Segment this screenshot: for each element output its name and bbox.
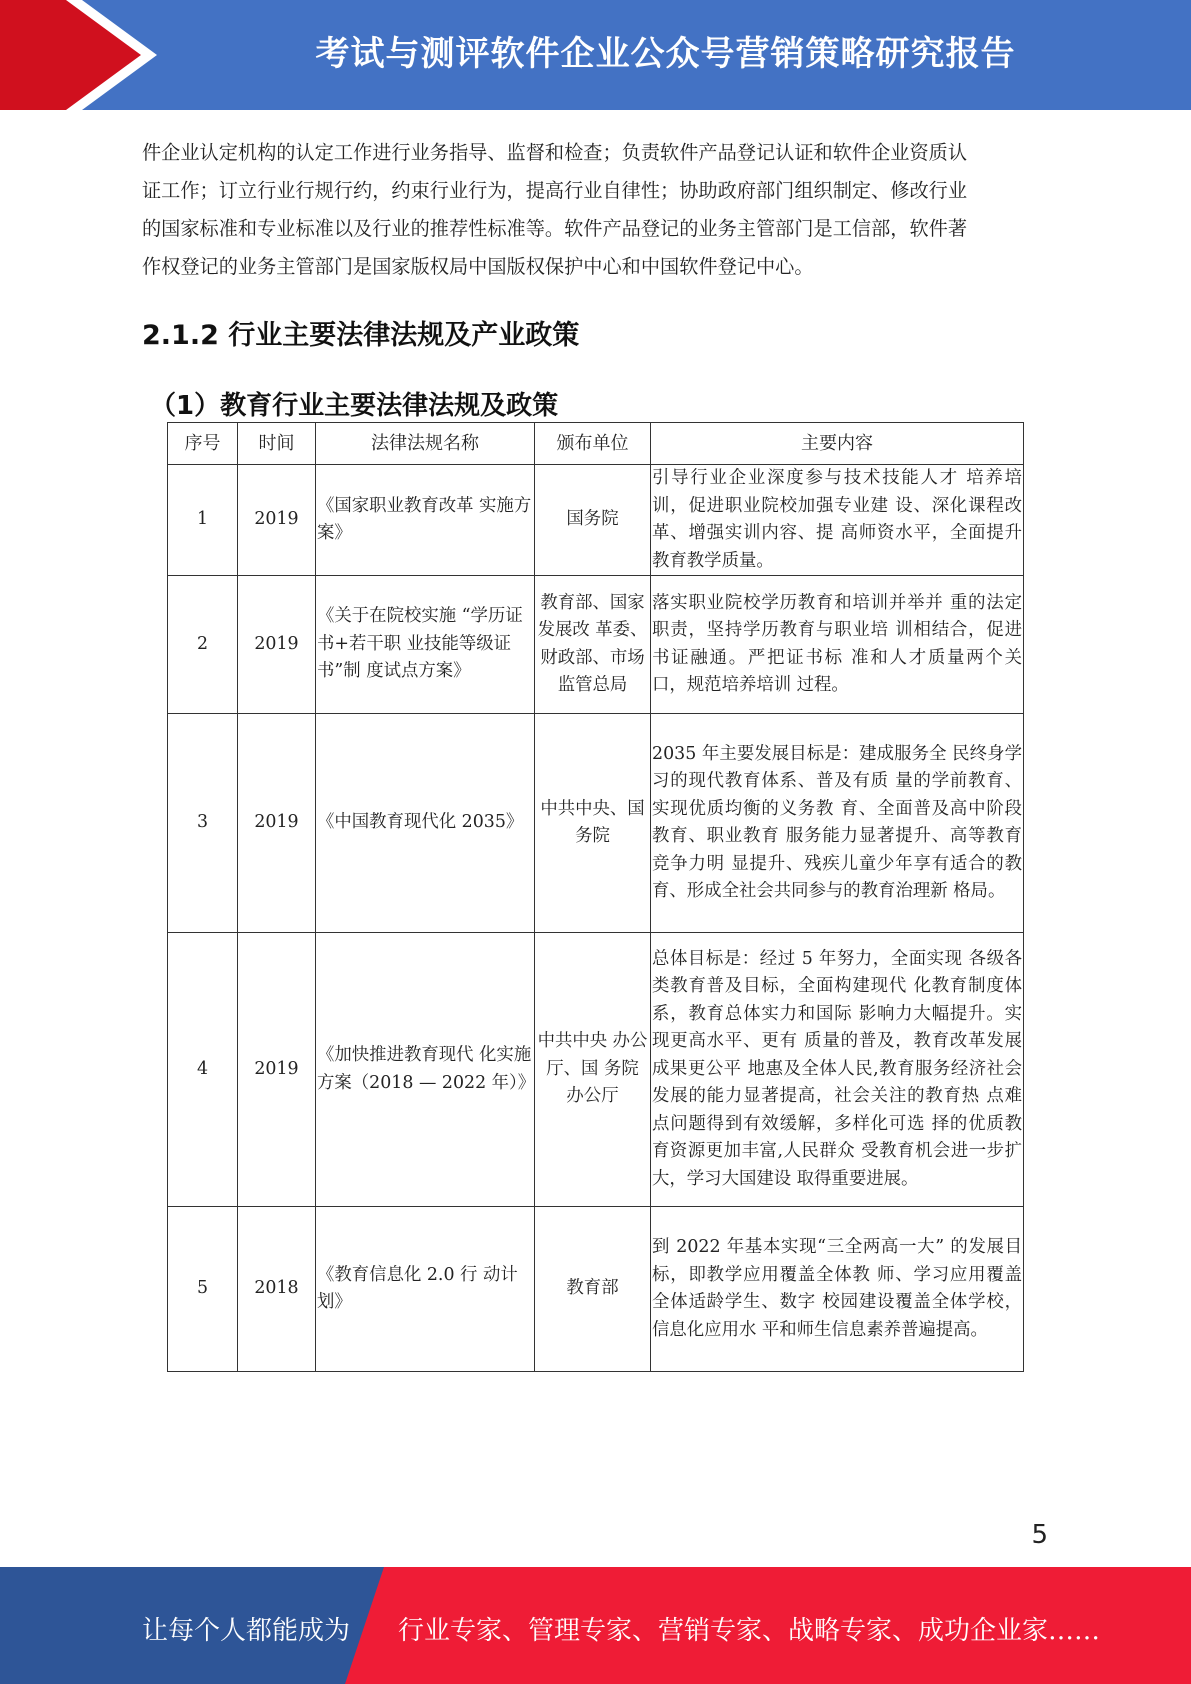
cell-content: 总体目标是：经过 5 年努力，全面实现 各级各类教育普及目标，全面构建现代 化教育制度体系，教育总体实力和国际 影响力大幅提升。实现更高水平、更有 质量的普及，教育改革发展成果更公平 地惠及全体人民,教育服务经济社会发展的能力显著提高，社会关注的教育热 点难点问题得到有效缓解，多样化可选 择的优质教育资源更加丰富,人民群众 受教育机会进一步扩大，学习大国建设 取得重要进展。 bbox=[651, 933, 1024, 1207]
cell-issuer: 国务院 bbox=[535, 465, 651, 576]
intro-line: 证工作；订立行业行规行约，约束行业行为，提高行业自律性；协助政府部门组织制定、修改行业 bbox=[142, 179, 968, 202]
table-row bbox=[168, 933, 1024, 1207]
cell-name: 《教育信息化 2.0 行 动计划》 bbox=[316, 1207, 535, 1372]
footer-slogan-left: 让每个人都能成为 bbox=[142, 1616, 351, 1646]
table-row bbox=[168, 576, 1024, 714]
cell-content: 到 2022 年基本实现“三全两高一大” 的发展目标，即教学应用覆盖全体教 师、学习应用覆盖全体适龄学生、数字 校园建设覆盖全体学校，信息化应用水 平和师生信息素养普遍提高。 bbox=[651, 1207, 1024, 1372]
table-header-row bbox=[168, 423, 1024, 465]
cell-year: 2019 bbox=[238, 714, 316, 933]
cell-content: 落实职业院校学历教育和培训并举并 重的法定职责，坚持学历教育与职业培 训相结合，促进书证融通。严把证书标 准和人才质量两个关口，规范培养培训 过程。 bbox=[651, 576, 1024, 714]
cell-issuer: 教育部、国家发展改 革委、财政部、市场监管总局 bbox=[535, 576, 651, 714]
cell-year: 2019 bbox=[238, 933, 316, 1207]
table-row bbox=[168, 1207, 1024, 1372]
page-header bbox=[0, 0, 1191, 110]
cell-year: 2018 bbox=[238, 1207, 316, 1372]
cell-name: 《加快推进教育现代 化实施方案（2018 — 2022 年）》 bbox=[316, 933, 535, 1207]
red-chevron-block bbox=[0, 0, 145, 110]
cell-content: 2035 年主要发展目标是：建成服务全 民终身学习的现代教育体系、普及有质 量的学前教育、实现优质均衡的义务教 育、全面普及高中阶段教育、职业教育 服务能力显著提升、高等教育竞争力明 显提升、残疾儿童少年享有适合的教 育、形成全社会共同参与的教育治理新 格局。 bbox=[651, 714, 1024, 933]
page-footer bbox=[0, 1567, 1191, 1684]
cell-issuer: 中共中央、国务院 bbox=[535, 714, 651, 933]
cell-no: 5 bbox=[168, 1207, 238, 1372]
header-name: 法律法规名称 bbox=[316, 423, 535, 465]
table-row bbox=[168, 465, 1024, 576]
cell-issuer: 教育部 bbox=[535, 1207, 651, 1372]
sub-heading: （1）教育行业主要法律法规及政策 bbox=[150, 391, 559, 421]
header-content: 主要内容 bbox=[651, 423, 1024, 465]
cell-year: 2019 bbox=[238, 465, 316, 576]
cell-no: 4 bbox=[168, 933, 238, 1207]
cell-name: 《关于在院校实施 “学历证书+若干职 业技能等级证书”制 度试点方案》 bbox=[316, 576, 535, 714]
page-number: 5 bbox=[1031, 1520, 1048, 1550]
document-title: 考试与测评软件企业公众号营销策略研究报告 bbox=[315, 34, 1016, 74]
footer-slogan-right: 行业专家、管理专家、营销专家、战略专家、成功企业家…… bbox=[398, 1616, 1101, 1646]
intro-paragraph bbox=[142, 134, 1046, 286]
header-no: 序号 bbox=[168, 423, 238, 465]
table-row bbox=[168, 714, 1024, 933]
intro-line: 作权登记的业务主管部门是国家版权局中国版权保护中心和中国软件登记中心。 bbox=[142, 255, 814, 278]
cell-name: 《国家职业教育改革 实施方案》 bbox=[316, 465, 535, 576]
law-policy-table bbox=[167, 422, 1024, 1372]
cell-no: 3 bbox=[168, 714, 238, 933]
intro-line: 件企业认定机构的认定工作进行业务指导、监督和检查；负责软件产品登记认证和软件企业资质认 bbox=[142, 141, 968, 164]
cell-name: 《中国教育现代化 2035》 bbox=[316, 714, 535, 933]
section-heading: 2.1.2 行业主要法律法规及产业政策 bbox=[142, 320, 580, 351]
cell-no: 2 bbox=[168, 576, 238, 714]
cell-year: 2019 bbox=[238, 576, 316, 714]
header-issuer: 颁布单位 bbox=[535, 423, 651, 465]
cell-content: 引导行业企业深度参与技术技能人才 培养培训，促进职业院校加强专业建 设、深化课程改革、增强实训内容、提 高师资水平，全面提升教育教学质量。 bbox=[651, 465, 1024, 576]
cell-no: 1 bbox=[168, 465, 238, 576]
intro-line: 的国家标准和专业标准以及行业的推荐性标准等。软件产品登记的业务主管部门是工信部，软件著 bbox=[142, 217, 968, 240]
header-year: 时间 bbox=[238, 423, 316, 465]
cell-issuer: 中共中央 办公厅、国 务院 办公厅 bbox=[535, 933, 651, 1207]
